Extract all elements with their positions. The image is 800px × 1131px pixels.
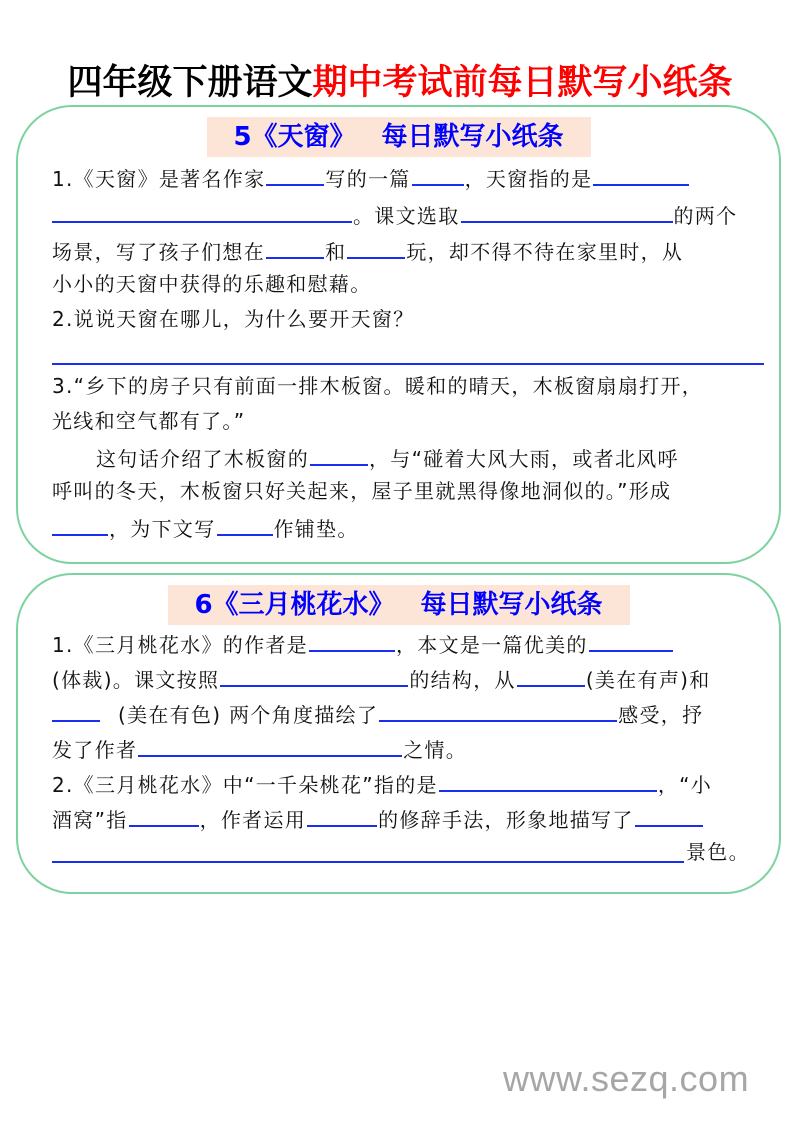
question-line: 光线和空气都有了。”: [52, 409, 246, 433]
question-line: 。课文选取 的两个: [52, 199, 761, 227]
question-line: 2.说说天窗在哪儿，为什么要开天窗？: [52, 307, 415, 331]
question-line: 3.“乡下的房子只有前面一排木板窗。暖和的晴天，木板窗扇扇打开，: [52, 374, 704, 398]
fill-blank[interactable]: [461, 199, 673, 223]
fill-blank[interactable]: [52, 698, 100, 722]
fill-blank[interactable]: [310, 442, 368, 466]
question-line: ，为下文写 作铺垫。: [52, 512, 761, 540]
question-line: (美在有色) 两个角度描绘了 感受，抒: [52, 698, 761, 726]
section-header: [168, 585, 630, 625]
question-line: 发了作者 之情。: [52, 733, 761, 761]
lesson-title: 5《天窗》: [233, 122, 356, 152]
fill-blank[interactable]: [52, 199, 352, 223]
question-line: 呼叫的冬天，木板窗只好关起来，屋子里就黑得像地洞似的。”形成: [52, 479, 672, 503]
fill-blank[interactable]: [52, 512, 108, 536]
fill-blank[interactable]: [266, 162, 324, 186]
watermark: www.sezq.com: [503, 1058, 750, 1099]
fill-blank[interactable]: [129, 803, 199, 827]
title-topic: 期中考试前每日默写小纸条: [312, 63, 733, 103]
question-line: (体裁)。课文按照 的结构，从 (美在有声)和: [52, 663, 761, 691]
fill-blank[interactable]: [217, 512, 273, 536]
answer-line[interactable]: [52, 363, 764, 365]
fill-blank[interactable]: [138, 733, 402, 757]
section-subtitle: 每日默写小纸条: [381, 122, 564, 152]
fill-blank[interactable]: [517, 663, 585, 687]
fill-blank[interactable]: [412, 162, 464, 186]
fill-blank[interactable]: [220, 663, 408, 687]
question-line: 景色。: [686, 840, 750, 864]
fill-blank[interactable]: [593, 162, 689, 186]
question-line: 1.《三月桃花水》的作者是 ，本文是一篇优美的: [52, 628, 761, 656]
answer-line[interactable]: [52, 861, 684, 863]
fill-blank[interactable]: [635, 803, 703, 827]
fill-blank[interactable]: [347, 235, 405, 259]
fill-blank[interactable]: [589, 628, 673, 652]
fill-blank[interactable]: [266, 235, 324, 259]
fill-blank[interactable]: [309, 628, 395, 652]
question-line: 酒窝”指 ，作者运用 的修辞手法，形象地描写了: [52, 803, 761, 831]
fill-blank[interactable]: [439, 768, 657, 792]
title-grade: 四年级下册语文: [67, 63, 313, 103]
fill-blank[interactable]: [379, 698, 617, 722]
question-line: 2.《三月桃花水》中“一千朵桃花”指的是 ，“小: [52, 768, 761, 796]
section-header: [207, 117, 591, 157]
section-sanyue-taohuashui: [16, 573, 781, 894]
page-title: [0, 60, 800, 106]
question-line: 小小的天窗中获得的乐趣和慰藉。: [52, 272, 372, 296]
question-line: 场景，写了孩子们想在 和 玩，却不得不待在家里时，从: [52, 235, 761, 263]
question-line: 1.《天窗》是著名作家 写的一篇 ，天窗指的是: [52, 162, 761, 190]
fill-blank[interactable]: [307, 803, 377, 827]
lesson-title: 6《三月桃花水》: [194, 590, 395, 620]
section-subtitle: 每日默写小纸条: [420, 590, 603, 620]
section-tianchuang: [16, 105, 781, 564]
question-line: 这句话介绍了木板窗的 ，与“碰着大风大雨，或者北风呼: [96, 442, 761, 470]
